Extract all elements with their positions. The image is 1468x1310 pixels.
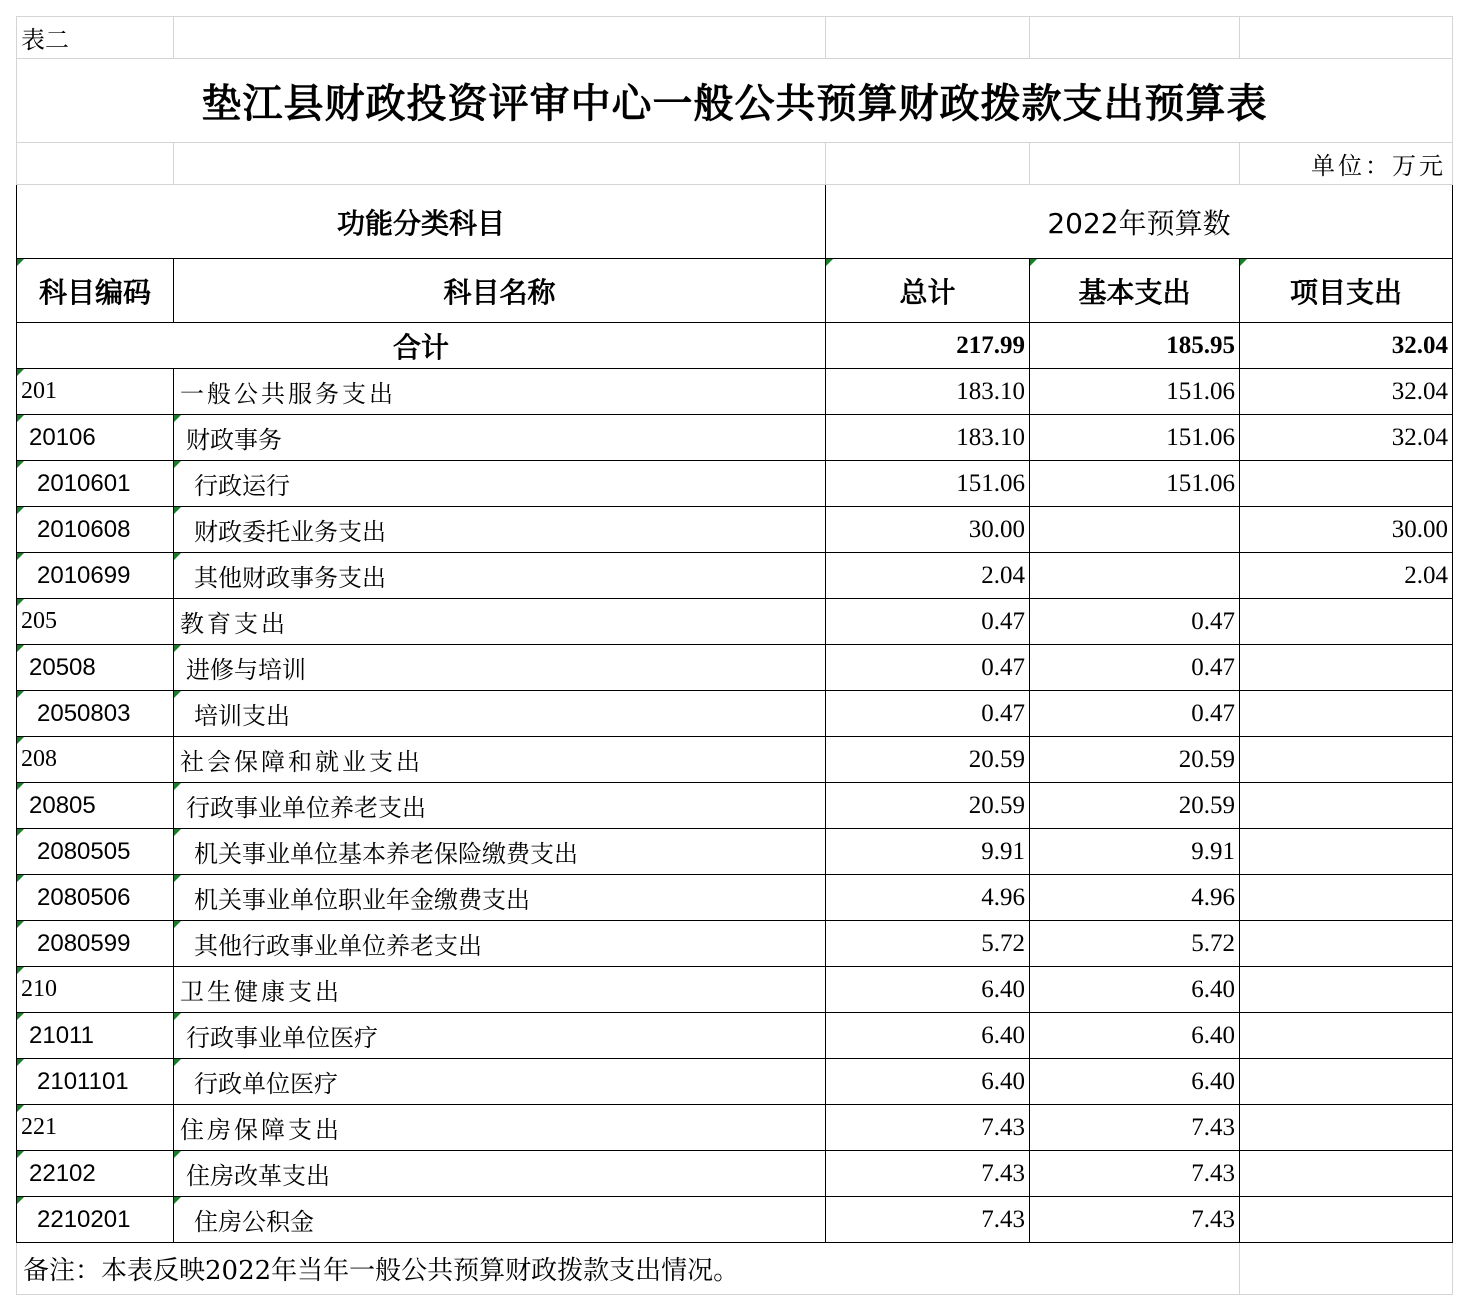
- table-row: [17, 507, 1453, 553]
- table-row: [17, 1105, 1453, 1151]
- row-name[interactable]: 机关事业单位基本养老保险缴费支出: [174, 829, 826, 875]
- totals-row: [17, 323, 1453, 369]
- row-total[interactable]: 7.43: [826, 1151, 1030, 1197]
- row-project[interactable]: [1240, 783, 1453, 829]
- header-row-1: [17, 185, 1453, 259]
- row-basic[interactable]: 7.43: [1030, 1197, 1240, 1243]
- header-row-2: [17, 259, 1453, 323]
- row-basic[interactable]: 7.43: [1030, 1151, 1240, 1197]
- note-row: [17, 1243, 1453, 1295]
- row-total[interactable]: 6.40: [826, 1059, 1030, 1105]
- row-code[interactable]: 2010699: [17, 553, 174, 599]
- empty-cell[interactable]: [1030, 143, 1240, 185]
- row-total[interactable]: 2.04: [826, 553, 1030, 599]
- row-code[interactable]: 2101101: [17, 1059, 174, 1105]
- row-total[interactable]: 20.59: [826, 737, 1030, 783]
- row-name[interactable]: 机关事业单位职业年金缴费支出: [174, 875, 826, 921]
- title-row: [17, 59, 1453, 143]
- tag-row: [17, 17, 1453, 59]
- code-column-header[interactable]: 科目编码: [17, 259, 174, 323]
- row-code[interactable]: 221: [17, 1105, 174, 1151]
- row-basic[interactable]: 4.96: [1030, 875, 1240, 921]
- table-row: [17, 1059, 1453, 1105]
- table-note[interactable]: 备注：本表反映2022年当年一般公共预算财政拨款支出情况。: [17, 1243, 1240, 1295]
- table-row: [17, 1197, 1453, 1243]
- row-project[interactable]: [1240, 1197, 1453, 1243]
- empty-cell[interactable]: [1240, 17, 1453, 59]
- row-code[interactable]: 20106: [17, 415, 174, 461]
- table-row: [17, 1013, 1453, 1059]
- table-row: [17, 599, 1453, 645]
- row-project[interactable]: [1240, 691, 1453, 737]
- row-project[interactable]: [1240, 1151, 1453, 1197]
- row-total[interactable]: 183.10: [826, 415, 1030, 461]
- empty-cell[interactable]: [826, 17, 1030, 59]
- row-total[interactable]: 6.40: [826, 967, 1030, 1013]
- row-basic[interactable]: 6.40: [1030, 1059, 1240, 1105]
- budget-table: [16, 16, 1453, 1295]
- table-row: [17, 645, 1453, 691]
- row-total[interactable]: 9.91: [826, 829, 1030, 875]
- row-total[interactable]: 20.59: [826, 783, 1030, 829]
- row-project[interactable]: [1240, 737, 1453, 783]
- row-name[interactable]: 社会保障和就业支出: [174, 737, 826, 783]
- totals-basic[interactable]: 185.95: [1030, 323, 1240, 369]
- totals-total[interactable]: 217.99: [826, 323, 1030, 369]
- row-name[interactable]: 一般公共服务支出: [174, 369, 826, 415]
- table-row: [17, 461, 1453, 507]
- row-basic[interactable]: 0.47: [1030, 599, 1240, 645]
- row-code[interactable]: 20805: [17, 783, 174, 829]
- row-name[interactable]: 财政委托业务支出: [174, 507, 826, 553]
- row-basic[interactable]: 0.47: [1030, 691, 1240, 737]
- row-total[interactable]: 7.43: [826, 1197, 1030, 1243]
- row-basic[interactable]: [1030, 507, 1240, 553]
- table-row: [17, 921, 1453, 967]
- totals-label[interactable]: 合计: [17, 323, 826, 369]
- row-basic[interactable]: 151.06: [1030, 461, 1240, 507]
- row-code[interactable]: 2210201: [17, 1197, 174, 1243]
- row-code[interactable]: 22102: [17, 1151, 174, 1197]
- table-row: [17, 691, 1453, 737]
- row-total[interactable]: 6.40: [826, 1013, 1030, 1059]
- row-name[interactable]: 财政事务: [174, 415, 826, 461]
- row-total[interactable]: 151.06: [826, 461, 1030, 507]
- unit-row: [17, 143, 1453, 185]
- row-project[interactable]: [1240, 1105, 1453, 1151]
- row-total[interactable]: 5.72: [826, 921, 1030, 967]
- row-project[interactable]: [1240, 875, 1453, 921]
- row-code[interactable]: 2080506: [17, 875, 174, 921]
- row-total[interactable]: 30.00: [826, 507, 1030, 553]
- row-code[interactable]: 205: [17, 599, 174, 645]
- row-total[interactable]: 0.47: [826, 645, 1030, 691]
- row-code[interactable]: 208: [17, 737, 174, 783]
- row-project[interactable]: [1240, 461, 1453, 507]
- row-project[interactable]: [1240, 921, 1453, 967]
- row-name[interactable]: 住房公积金: [174, 1197, 826, 1243]
- table-row: [17, 967, 1453, 1013]
- row-basic[interactable]: 0.47: [1030, 645, 1240, 691]
- table-row: [17, 829, 1453, 875]
- row-code[interactable]: 201: [17, 369, 174, 415]
- row-code[interactable]: 2010601: [17, 461, 174, 507]
- row-total[interactable]: 0.47: [826, 599, 1030, 645]
- table-tag[interactable]: 表二: [17, 17, 174, 59]
- row-project[interactable]: [1240, 599, 1453, 645]
- row-code[interactable]: 2050803: [17, 691, 174, 737]
- row-name[interactable]: 其他行政事业单位养老支出: [174, 921, 826, 967]
- row-total[interactable]: 0.47: [826, 691, 1030, 737]
- empty-cell[interactable]: [826, 143, 1030, 185]
- row-project[interactable]: 32.04: [1240, 415, 1453, 461]
- row-name[interactable]: 行政运行: [174, 461, 826, 507]
- row-project[interactable]: [1240, 645, 1453, 691]
- row-basic[interactable]: 6.40: [1030, 967, 1240, 1013]
- row-basic[interactable]: 20.59: [1030, 737, 1240, 783]
- table-row: [17, 415, 1453, 461]
- empty-cell[interactable]: [1030, 17, 1240, 59]
- total-column-header[interactable]: 总计: [826, 259, 1030, 323]
- totals-project[interactable]: 32.04: [1240, 323, 1453, 369]
- row-project[interactable]: [1240, 1013, 1453, 1059]
- row-project[interactable]: [1240, 1059, 1453, 1105]
- table-row: [17, 783, 1453, 829]
- page-title[interactable]: 垫江县财政投资评审中心一般公共预算财政拨款支出预算表: [17, 59, 1453, 143]
- empty-cell[interactable]: [1240, 1243, 1453, 1295]
- row-basic[interactable]: 6.40: [1030, 1013, 1240, 1059]
- row-project[interactable]: 32.04: [1240, 369, 1453, 415]
- row-total[interactable]: 4.96: [826, 875, 1030, 921]
- project-column-header[interactable]: 项目支出: [1240, 259, 1453, 323]
- row-total[interactable]: 7.43: [826, 1105, 1030, 1151]
- row-code[interactable]: 20508: [17, 645, 174, 691]
- functional-category-header[interactable]: 功能分类科目: [17, 185, 826, 259]
- row-basic[interactable]: 5.72: [1030, 921, 1240, 967]
- row-code[interactable]: 210: [17, 967, 174, 1013]
- row-name[interactable]: 行政事业单位医疗: [174, 1013, 826, 1059]
- row-basic[interactable]: 9.91: [1030, 829, 1240, 875]
- table-row: [17, 553, 1453, 599]
- row-project[interactable]: [1240, 829, 1453, 875]
- row-basic[interactable]: [1030, 553, 1240, 599]
- row-name[interactable]: 行政事业单位养老支出: [174, 783, 826, 829]
- table-row: [17, 1151, 1453, 1197]
- row-code[interactable]: 21011: [17, 1013, 174, 1059]
- empty-cell[interactable]: [174, 17, 826, 59]
- table-row: [17, 737, 1453, 783]
- row-basic[interactable]: 151.06: [1030, 415, 1240, 461]
- row-name[interactable]: 进修与培训: [174, 645, 826, 691]
- row-basic[interactable]: 20.59: [1030, 783, 1240, 829]
- row-name[interactable]: 行政单位医疗: [174, 1059, 826, 1105]
- empty-cell[interactable]: [17, 143, 174, 185]
- row-name[interactable]: 其他财政事务支出: [174, 553, 826, 599]
- row-name[interactable]: 培训支出: [174, 691, 826, 737]
- name-column-header[interactable]: 科目名称: [174, 259, 826, 323]
- row-name[interactable]: 教育支出: [174, 599, 826, 645]
- table-row: [17, 875, 1453, 921]
- row-basic[interactable]: 7.43: [1030, 1105, 1240, 1151]
- row-name[interactable]: 卫生健康支出: [174, 967, 826, 1013]
- row-code[interactable]: 2080505: [17, 829, 174, 875]
- basic-column-header[interactable]: 基本支出: [1030, 259, 1240, 323]
- unit-label[interactable]: 单位：万元: [1240, 143, 1453, 185]
- row-total[interactable]: 183.10: [826, 369, 1030, 415]
- row-name[interactable]: 住房改革支出: [174, 1151, 826, 1197]
- row-basic[interactable]: 151.06: [1030, 369, 1240, 415]
- budget-year-header[interactable]: 2022年预算数: [826, 185, 1453, 259]
- row-project[interactable]: 2.04: [1240, 553, 1453, 599]
- row-code[interactable]: 2010608: [17, 507, 174, 553]
- row-name[interactable]: 住房保障支出: [174, 1105, 826, 1151]
- row-code[interactable]: 2080599: [17, 921, 174, 967]
- empty-cell[interactable]: [174, 143, 826, 185]
- table-row: [17, 369, 1453, 415]
- row-project[interactable]: 30.00: [1240, 507, 1453, 553]
- row-project[interactable]: [1240, 967, 1453, 1013]
